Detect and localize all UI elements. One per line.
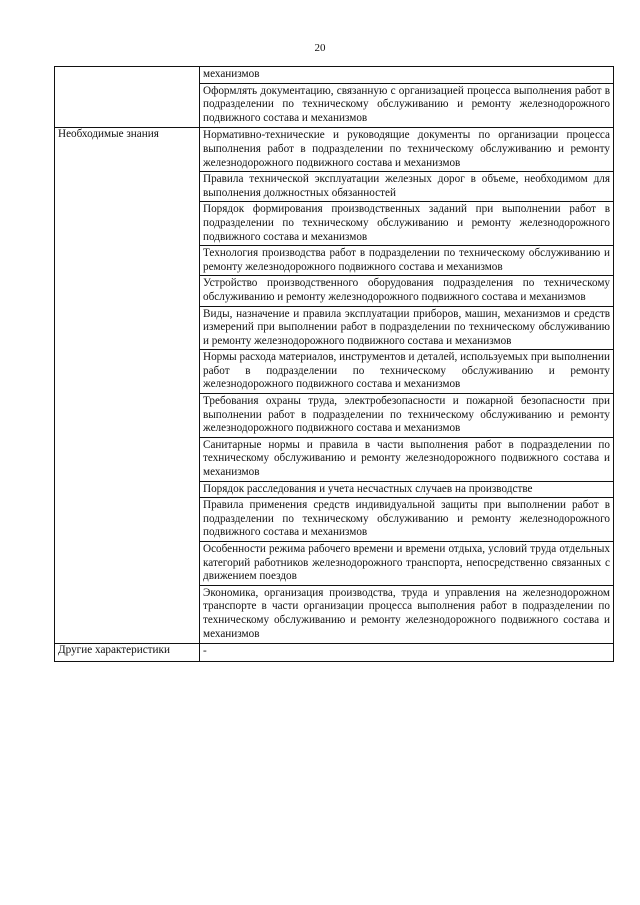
list-item: -: [203, 645, 207, 658]
row-label: [55, 67, 200, 128]
list-item: Устройство производственного оборудования подразделения по техническому обслуживанию и ремонту железнодорожного подвижного состава и механизмов: [200, 275, 613, 305]
list-item: Санитарные нормы и правила в части выполнения работ в подразделении по техническому обслуживанию и ремонту железнодорожного подвижного состава и механизмов: [200, 437, 613, 481]
list-item: механизмов: [203, 68, 260, 80]
row-content: [200, 67, 614, 128]
table-row: [55, 128, 614, 644]
list-item: Нормативно-технические и руководящие документы по организации процесса выполнения работ в подразделении по техническому обслуживанию и ремонту железнодорожного подвижного состава и механизмов: [203, 129, 610, 169]
list-item: Требования охраны труда, электробезопасности и пожарной безопасности при выполнении работ в подразделении по техническому обслуживанию и ремонту железнодорожного подвижного состава и механизмов: [200, 393, 613, 437]
list-item: Порядок формирования производственных заданий при выполнении работ в подразделении по техническому обслуживанию и ремонту железнодорожного подвижного состава и механизмов: [200, 201, 613, 245]
list-item: Правила применения средств индивидуальной защиты при выполнении работ в подразделении по техническому обслуживанию и ремонту железнодорожного подвижного состава и механизмов: [200, 497, 613, 541]
row-label: Необходимые знания: [55, 128, 200, 644]
list-item: Технология производства работ в подразделении по техническому обслуживанию и ремонту железнодорожного подвижного состава и механизмов: [200, 245, 613, 275]
list-item: Нормы расхода материалов, инструментов и деталей, используемых при выполнении работ в подразделении по техническому обслуживанию и ремонту железнодорожного подвижного состава и механизмов: [200, 349, 613, 393]
list-item: Экономика, организация производства, труда и управления на железнодорожном транспорте в части организации процесса выполнения работ в подразделении по техническому обслуживанию и ремонту железнодорожного подвижного состава и механизмов: [200, 585, 613, 642]
list-item: Особенности режима рабочего времени и времени отдыха, условий труда отдельных категорий работников железнодорожного транспорта, непосредственно связанных с движением поездов: [200, 541, 613, 585]
requirements-table: [54, 66, 614, 662]
row-content: [200, 644, 614, 662]
list-item: Оформлять документацию, связанную с организацией процесса выполнения работ в подразделении по техническому обслуживанию и ремонту железнодорожного подвижного состава и механизмов: [200, 83, 613, 127]
table-row: [55, 644, 614, 662]
list-item: Порядок расследования и учета несчастных случаев на производстве: [200, 481, 613, 498]
row-content: [200, 128, 614, 644]
page-number: 20: [314, 42, 326, 54]
row-label: Другие характеристики: [55, 644, 200, 662]
table-row: [55, 67, 614, 128]
list-item: Виды, назначение и правила эксплуатации приборов, машин, механизмов и средств измерений при выполнении работ в подразделении по техническому обслуживанию и ремонту железнодорожного подвижного состава и механизмов: [200, 306, 613, 350]
list-item: Правила технической эксплуатации железных дорог в объеме, необходимом для выполнения должностных обязанностей: [200, 171, 613, 201]
